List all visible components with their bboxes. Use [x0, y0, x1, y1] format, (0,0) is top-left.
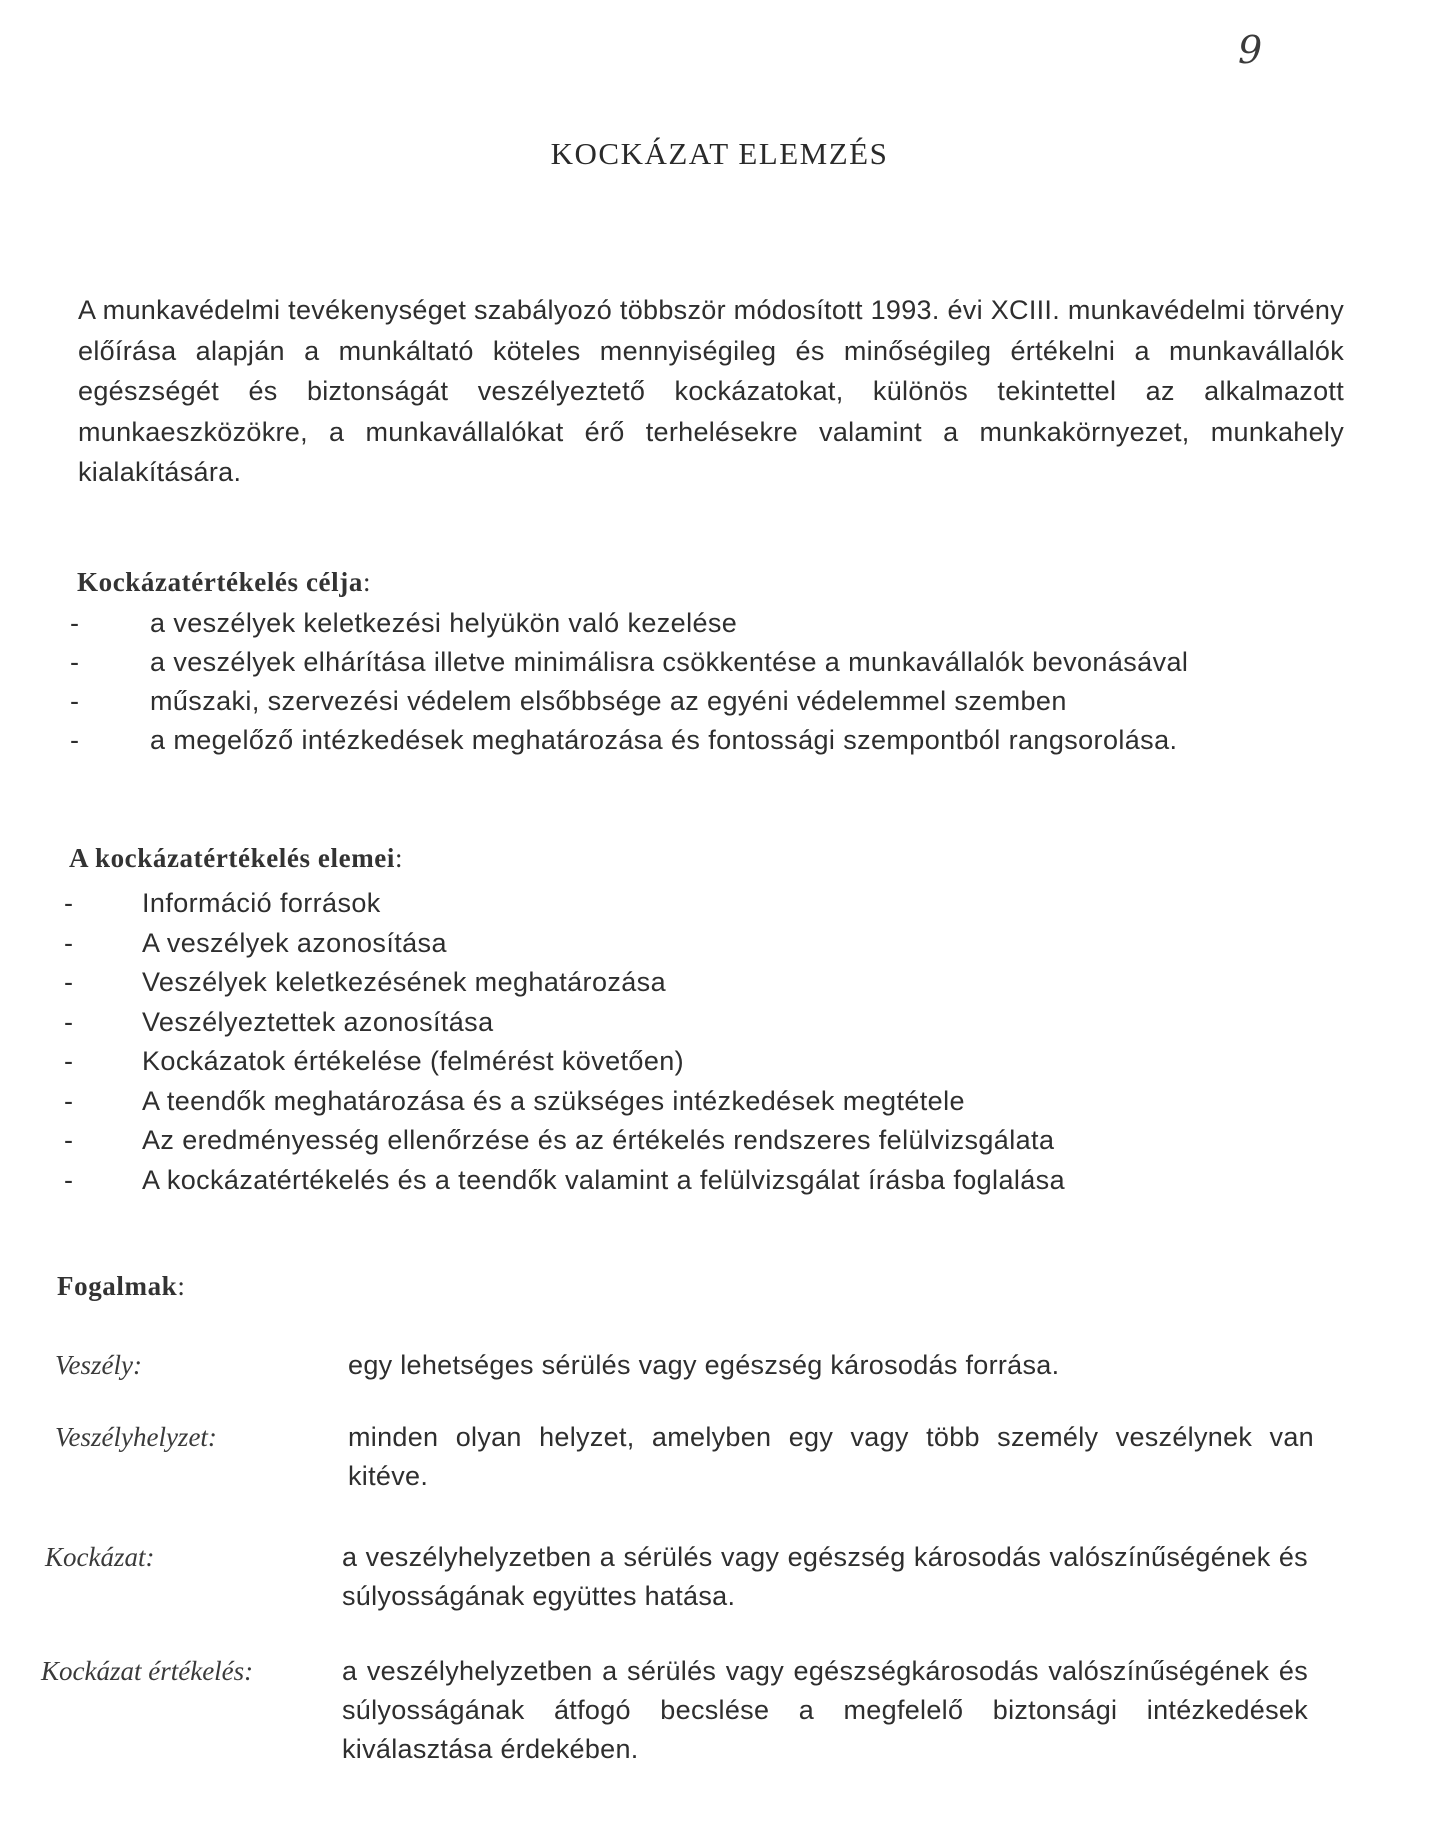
dash-bullet: - — [64, 1085, 74, 1116]
list-item-text: A teendők meghatározása és a szükséges intézkedések megtétele — [142, 1085, 965, 1116]
concepts-heading-text: Fogalmak — [57, 1271, 178, 1301]
list-item — [64, 884, 1065, 924]
page-number: 9 — [1238, 28, 1263, 72]
definition-text: a veszélyhelyzetben a sérülés vagy egészség károsodás valószínűségének és súlyosságának együttes hatása. — [342, 1542, 1308, 1611]
dash-bullet: - — [70, 686, 80, 716]
concepts-heading — [57, 1271, 185, 1302]
elements-heading-text: A kockázatértékelés elemei — [69, 843, 395, 873]
goals-list — [70, 604, 1188, 760]
list-item-text: Az eredményesség ellenőrzése és az értékelés rendszeres felülvizsgálata — [142, 1125, 1055, 1155]
dash-bullet: - — [64, 967, 74, 997]
list-item — [64, 1042, 1065, 1082]
definition-text: a veszélyhelyzetben a sérülés vagy egészségkárosodás valószínűségének és súlyosságának átfogó becslése a megfelelő biztonsági intézkedések kiválasztása érdekében. — [342, 1656, 1308, 1764]
intro-paragraph: A munkavédelmi tevékenységet szabályozó többször módosított 1993. évi XCIII. munkavédelmi törvény előírása alapján a munkáltató köteles mennyiségileg és minőségileg értékelni a munkavállalók egészségét és biztonságát veszélyeztető kockázatokat, különös tekintettel az alkalmazott munkaeszközökre, a munkavállalókat érő terhelésekre valamint a munkakörnyezet, munkahely kialakítására. — [78, 295, 1344, 487]
list-item — [64, 1003, 1065, 1043]
list-item-text: Információ források — [142, 888, 381, 918]
list-item — [70, 682, 1188, 721]
list-item-text: a veszélyek elhárítása illetve minimálisra csökkentése a munkavállalók bevonásával — [150, 647, 1189, 677]
goals-heading-text: Kockázatértékelés célja — [77, 567, 363, 597]
list-item-text: Veszélyek keletkezésének meghatározása — [142, 967, 666, 997]
list-item-text: a megelőző intézkedések meghatározása és fontossági szempontból rangsorolása. — [150, 725, 1178, 755]
dash-bullet: - — [64, 1046, 74, 1076]
list-item-text: A kockázatértékelés és a teendők valamint a felülvizsgálat írásba foglalása — [142, 1164, 1066, 1195]
list-item-text: a veszélyek keletkezési helyükön való kezelése — [150, 608, 738, 638]
goals-heading-colon: : — [362, 567, 372, 597]
dash-bullet: - — [64, 888, 74, 918]
definition-text: minden olyan helyzet, amelyben egy vagy több személy veszélynek van kitéve. — [348, 1422, 1314, 1491]
dash-bullet: - — [64, 1006, 74, 1037]
definition-text: egy lehetséges sérülés vagy egészség károsodás forrása. — [348, 1350, 1060, 1380]
definition-term: Kockázat értékelés: — [41, 1656, 254, 1686]
dash-bullet: - — [64, 1164, 74, 1195]
definition-term: Kockázat: — [45, 1542, 155, 1572]
definition-term: Veszély: — [55, 1350, 142, 1380]
dash-bullet: - — [70, 725, 80, 755]
dash-bullet: - — [64, 927, 74, 958]
elements-heading-colon: : — [394, 843, 404, 873]
page-title: KOCKÁZAT ELEMZÉS — [550, 136, 889, 171]
concepts-heading-colon: : — [177, 1271, 186, 1301]
dash-bullet: - — [70, 647, 80, 677]
definition-term: Veszélyhelyzet: — [55, 1422, 217, 1452]
list-item — [70, 604, 1188, 643]
list-item-text: műszaki, szervezési védelem elsőbbsége az egyéni védelemmel szemben — [150, 686, 1067, 716]
list-item-text: Kockázatok értékelése (felmérést követően) — [142, 1046, 685, 1076]
list-item-text: A veszélyek azonosítása — [142, 927, 447, 958]
list-item — [64, 1082, 1065, 1122]
elements-heading — [69, 843, 403, 874]
goals-heading — [77, 567, 371, 598]
dash-bullet: - — [70, 608, 80, 638]
list-item — [70, 721, 1188, 760]
list-item-text: Veszélyeztettek azonosítása — [142, 1006, 494, 1037]
list-item — [70, 643, 1188, 682]
list-item — [64, 924, 1065, 964]
list-item — [64, 1161, 1065, 1201]
list-item — [64, 963, 1065, 1003]
dash-bullet: - — [64, 1125, 74, 1155]
list-item — [64, 1121, 1065, 1161]
elements-list — [64, 884, 1065, 1200]
